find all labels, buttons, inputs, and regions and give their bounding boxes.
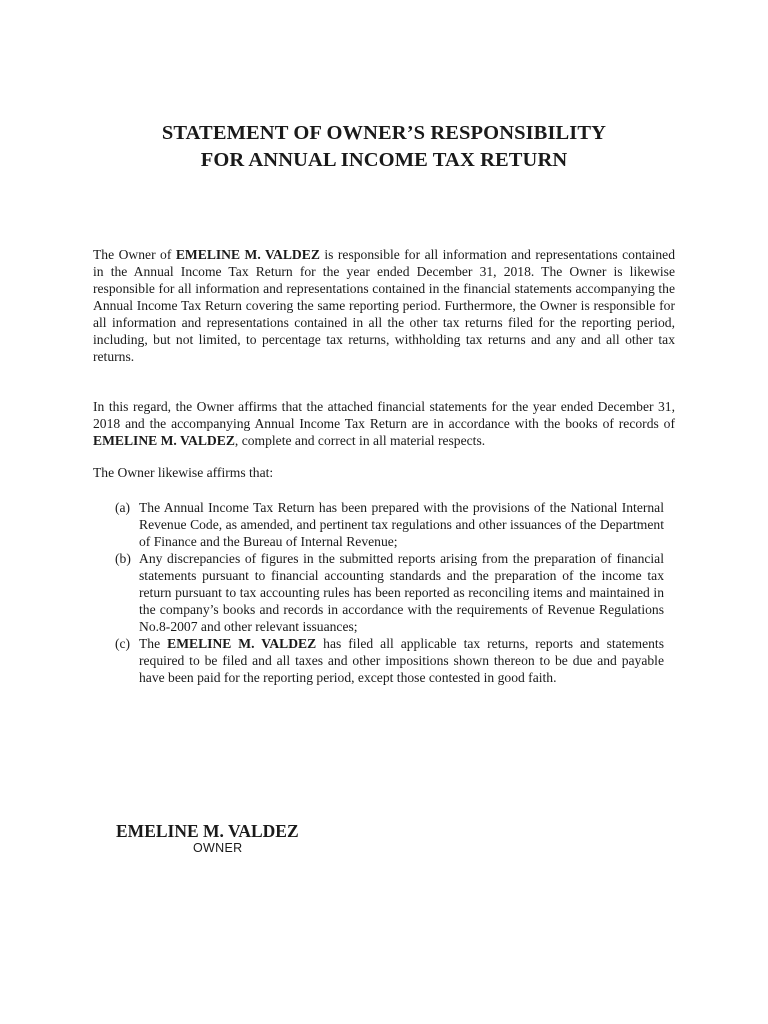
list-marker: (c) — [115, 636, 131, 651]
para2-owner-name: EMELINE M. VALDEZ — [93, 433, 235, 448]
title-line-1: STATEMENT OF OWNER’S RESPONSIBILITY — [161, 122, 607, 144]
signature-name: EMELINE M. VALDEZ — [116, 821, 299, 841]
para1-text-post: is responsible for all information and representations contained in the Annual Income Tax Return for the year ended December 31, 2018. The Owner is likewise responsible for all information and representations contained in the financial statements accompanying the Annual Income Tax Return covering the same reporting period. Furthermore, the Owner is responsible for all information and representations contained in all the other tax returns filed for the reporting period, including, but not limited, to percentage tax returns, withholding tax returns and any and all other tax returns. — [93, 247, 675, 364]
list-item-text-post: has filed all applicable tax returns, reports and statements required to be filed and all taxes and other impositions shown thereon to be due and payable have been paid for the reporting period, except those contested in good faith. — [139, 636, 664, 685]
list-item — [115, 635, 664, 686]
list-item-text: Any discrepancies of figures in the submitted reports arising from the preparation of financial statements pursuant to financial accounting standards and the preparation of the income tax return pursuant to tax accounting rules has been reported as reconciling items and maintained in the company’s books and records in accordance with the requirements of Revenue Regulations No.8-2007 and other relevant issuances; — [139, 551, 664, 634]
para1-owner-name: EMELINE M. VALDEZ — [175, 247, 320, 262]
list-item-owner-name: EMELINE M. VALDEZ — [167, 636, 317, 651]
affirmation-list — [115, 499, 664, 686]
para2-text-pre: In this regard, the Owner affirms that the attached financial statements for the year ended December 31, 2018 and the accompanying Annual Income Tax Return are in accordance with the books of records of — [93, 399, 675, 431]
title-line-2: FOR ANNUAL INCOME TAX RETURN — [200, 149, 568, 171]
list-item-text-pre: The — [139, 636, 168, 651]
signature-role: OWNER — [193, 841, 243, 855]
list-item-text: The Annual Income Tax Return has been prepared with the provisions of the National Internal Revenue Code, as amended, and pertinent tax regulations and other issuances of the Department of Finance and the Bureau of Internal Revenue; — [139, 500, 664, 549]
list-marker: (a) — [115, 500, 131, 515]
list-item — [115, 550, 664, 635]
paragraph-likewise: The Owner likewise affirms that: — [93, 465, 274, 480]
para2-text-post: , complete and correct in all material respects. — [234, 433, 486, 448]
paragraph-affirmation — [93, 398, 675, 449]
list-item — [115, 499, 664, 550]
para1-text-pre: The Owner of — [93, 247, 176, 262]
document-title — [0, 120, 768, 174]
list-marker: (b) — [115, 551, 131, 566]
paragraph-responsibility — [93, 246, 675, 365]
